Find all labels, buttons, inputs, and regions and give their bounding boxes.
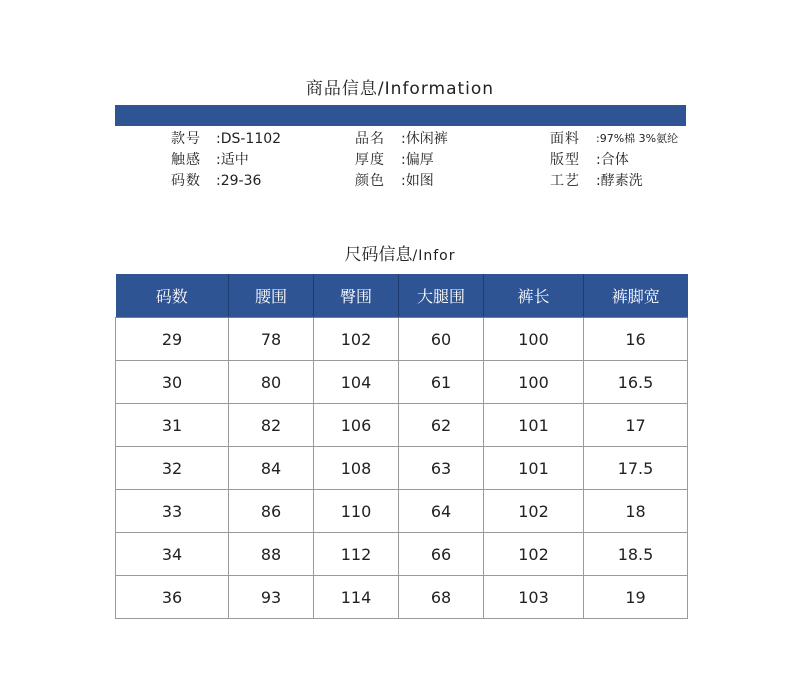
header-length: 裤长 (484, 274, 584, 318)
fabric-label: 面料 (550, 131, 580, 147)
product-info-title (0, 74, 800, 99)
leg-opening-cell: 19 (584, 576, 688, 619)
waist-cell: 78 (229, 318, 314, 361)
style-number-value: :DS-1102 (216, 131, 282, 147)
table-row (116, 404, 688, 447)
hip-cell: 114 (314, 576, 399, 619)
header-size: 码数 (116, 274, 229, 318)
info-row (0, 170, 800, 192)
size-chart-table (115, 274, 688, 619)
product-name-label: 品名 (355, 131, 385, 147)
fit-label: 版型 (550, 152, 580, 168)
size-cell: 34 (116, 533, 229, 576)
size-cell: 31 (116, 404, 229, 447)
size-info-title (0, 240, 800, 265)
thigh-cell: 63 (399, 447, 484, 490)
thigh-cell: 60 (399, 318, 484, 361)
product-info-block (0, 128, 800, 194)
color-value: :如图 (401, 173, 434, 189)
header-waist: 腰围 (229, 274, 314, 318)
waist-cell: 93 (229, 576, 314, 619)
thigh-cell: 62 (399, 404, 484, 447)
product-info-title-en: /Information (377, 79, 495, 99)
hip-cell: 104 (314, 361, 399, 404)
size-cell: 33 (116, 490, 229, 533)
info-row (0, 149, 800, 171)
waist-cell: 86 (229, 490, 314, 533)
size-range-label: 码数 (171, 173, 201, 189)
thigh-cell: 64 (399, 490, 484, 533)
table-row (116, 447, 688, 490)
hip-cell: 110 (314, 490, 399, 533)
product-info-header-bar (115, 105, 686, 126)
table-row (116, 576, 688, 619)
table-row (116, 361, 688, 404)
fabric-value: :97%棉 3%氨纶 (596, 132, 679, 145)
length-cell: 102 (484, 533, 584, 576)
length-cell: 100 (484, 361, 584, 404)
process-label: 工艺 (550, 173, 580, 189)
hip-cell: 112 (314, 533, 399, 576)
waist-cell: 80 (229, 361, 314, 404)
size-cell: 32 (116, 447, 229, 490)
size-cell: 36 (116, 576, 229, 619)
table-row (116, 318, 688, 361)
table-row (116, 490, 688, 533)
process-value: :酵素洗 (596, 173, 643, 189)
size-cell: 29 (116, 318, 229, 361)
feel-label: 触感 (171, 152, 201, 168)
leg-opening-cell: 16.5 (584, 361, 688, 404)
length-cell: 103 (484, 576, 584, 619)
leg-opening-cell: 16 (584, 318, 688, 361)
table-row (116, 533, 688, 576)
color-label: 颜色 (355, 173, 385, 189)
waist-cell: 84 (229, 447, 314, 490)
fit-value: :合体 (596, 152, 629, 168)
leg-opening-cell: 18.5 (584, 533, 688, 576)
header-thigh: 大腿围 (399, 274, 484, 318)
size-range-value: :29-36 (216, 173, 262, 189)
length-cell: 101 (484, 447, 584, 490)
thigh-cell: 68 (399, 576, 484, 619)
size-table-header-row (116, 274, 688, 318)
product-info-title-cn: 商品信息 (305, 79, 378, 99)
product-name-value: :休闲裤 (401, 131, 448, 147)
size-cell: 30 (116, 361, 229, 404)
hip-cell: 102 (314, 318, 399, 361)
size-info-title-en: /Infor (412, 248, 456, 264)
hip-cell: 106 (314, 404, 399, 447)
leg-opening-cell: 17 (584, 404, 688, 447)
leg-opening-cell: 17.5 (584, 447, 688, 490)
thickness-value: :偏厚 (401, 152, 434, 168)
header-leg-opening: 裤脚宽 (584, 274, 688, 318)
header-hip: 臀围 (314, 274, 399, 318)
size-info-title-cn: 尺码信息 (344, 245, 413, 265)
thigh-cell: 66 (399, 533, 484, 576)
thigh-cell: 61 (399, 361, 484, 404)
style-number-label: 款号 (171, 131, 201, 147)
waist-cell: 82 (229, 404, 314, 447)
info-row (0, 128, 800, 150)
feel-value: :适中 (216, 152, 249, 168)
length-cell: 101 (484, 404, 584, 447)
thickness-label: 厚度 (355, 152, 385, 168)
waist-cell: 88 (229, 533, 314, 576)
hip-cell: 108 (314, 447, 399, 490)
length-cell: 102 (484, 490, 584, 533)
length-cell: 100 (484, 318, 584, 361)
leg-opening-cell: 18 (584, 490, 688, 533)
